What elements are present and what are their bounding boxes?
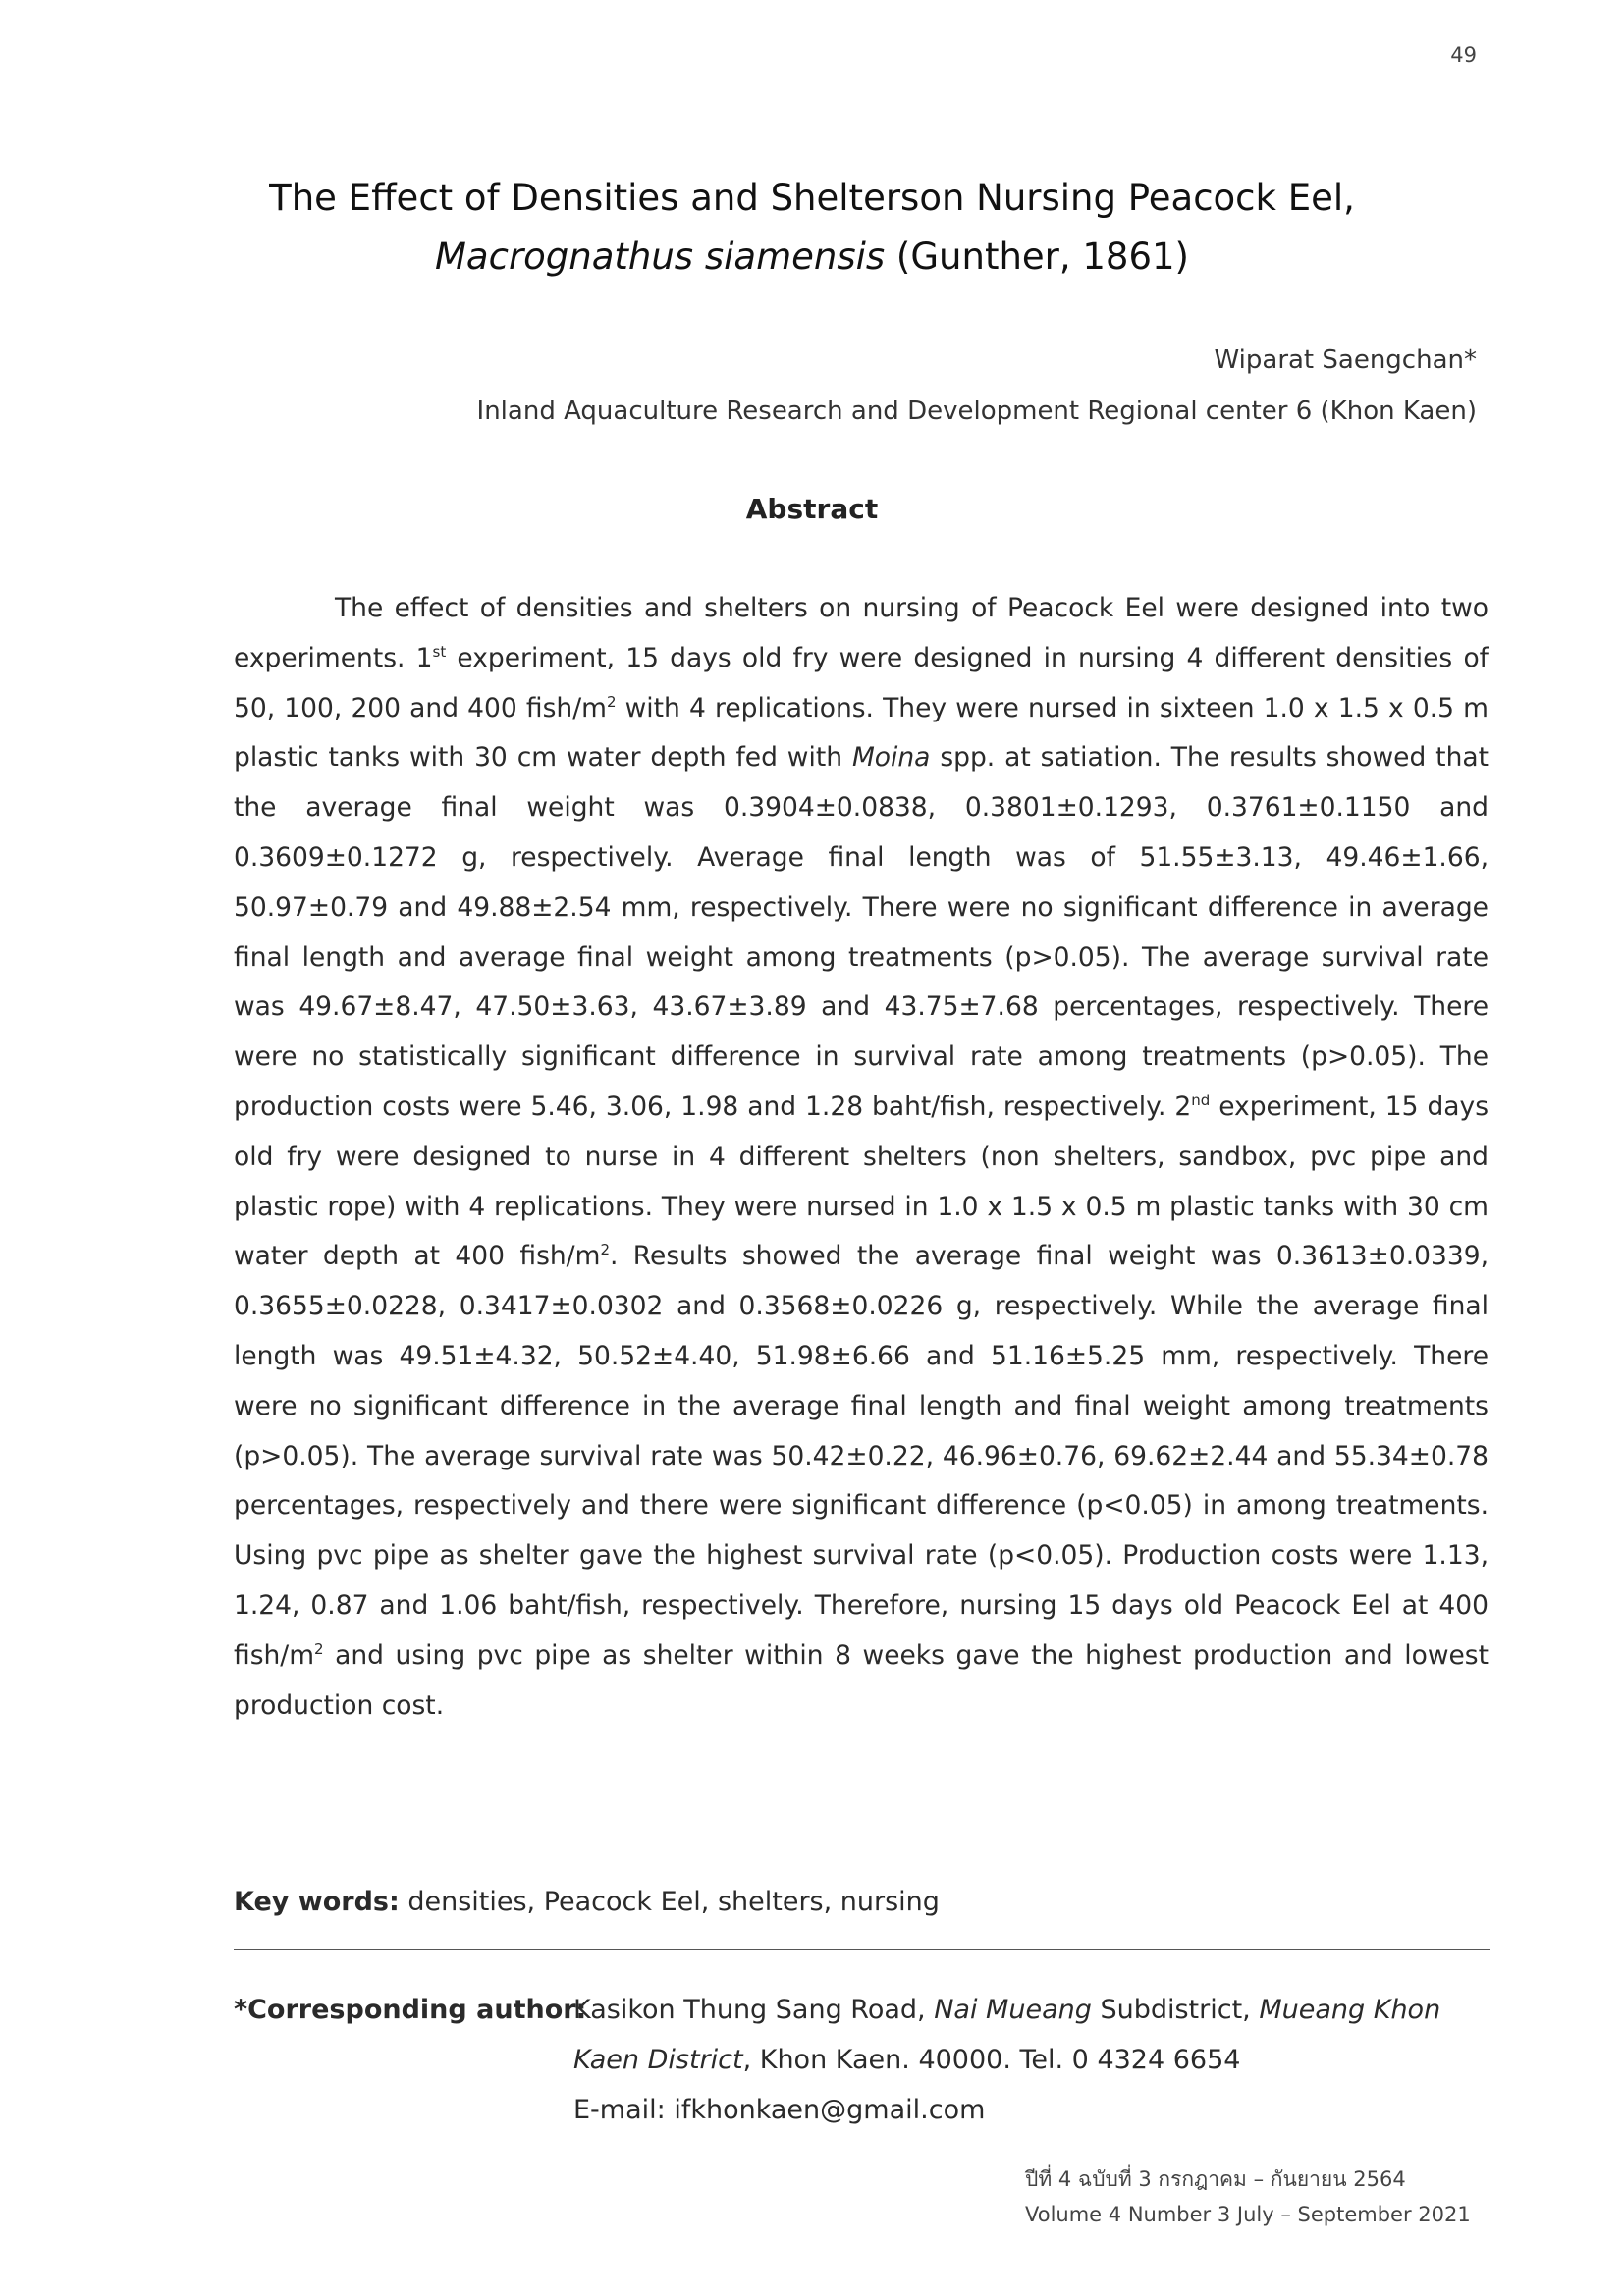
address-part: Kasikon Thung Sang Road, <box>573 1995 935 2025</box>
superscript: nd <box>1191 1092 1211 1110</box>
footer-english: Volume 4 Number 3 July – September 2021 <box>1025 2203 1471 2226</box>
address-district-cont: Kaen District <box>573 2045 743 2075</box>
title-authority: (Gunther, 1861) <box>885 236 1189 278</box>
address-line-1 <box>573 1985 1510 2035</box>
abstract-text <box>234 584 1489 1731</box>
footer-thai: ปีที่ 4 ฉบับที่ 3 กรกฎาคม – กันยายน 2564 <box>1025 2167 1406 2191</box>
abstract-segment: experiment, 15 days old fry were designed in nursing 4 different densities of 50, 100, 200 and 400 fish/m <box>234 642 1489 723</box>
address-part: Subdistrict, <box>1091 1995 1260 2025</box>
author-name: Wiparat Saengchan* <box>1214 346 1477 375</box>
email-line: E-mail: ifkhonkaen@gmail.com <box>573 2095 986 2125</box>
superscript: st <box>432 642 447 661</box>
divider <box>234 1949 1490 1950</box>
page-number: 49 <box>1450 43 1477 67</box>
superscript: 2 <box>600 1241 610 1259</box>
corresponding-address <box>573 1985 1510 2135</box>
abstract-segment: The effect of densities and shelters on nursing of Peacock Eel were designed into two experiments. 1 <box>234 593 1489 673</box>
corresponding-author <box>234 1985 1510 2135</box>
abstract-segment: experiment, 15 days old fry were designed to nurse in 4 different shelters (non shelters, sandbox, pvc pipe and plastic rope) with 4 replications. They were nursed in 1.0 x 1.5 x 0.5 m plastic tanks with 30 cm water depth at 400 fish/m <box>234 1091 1489 1272</box>
paper-title <box>0 169 1624 287</box>
abstract-segment: spp. at satiation. The results showed that the average final weight was 0.3904±0.0838, 0.3801±0.1293, 0.3761±0.1150 and 0.3609±0.1272 g, respectively. Average final length was of 51.55±3.13, 49.46±1.66, 50.97±0.79 and 49.88±2.54 mm, respectively. There were no significant difference in average final length and average final weight among treatments (p>0.05). The average survival rate was 49.67±8.47, 47.50±3.63, 43.67±3.89 and 43.75±7.68 percentages, respectively. There were no statistically significant difference in survival rate among treatments (p>0.05). The production costs were 5.46, 3.06, 1.98 and 1.28 baht/fish, respectively. 2 <box>234 742 1489 1122</box>
species-name: Macrognathus siamensis <box>435 236 886 278</box>
keywords <box>234 1887 1490 1917</box>
abstract-segment: . Results showed the average final weight was 0.3613±0.0339, 0.3655±0.0228, 0.3417±0.0302 and 0.3568±0.0226 g, respectively. While the average final length was 49.51±4.32, 50.52±4.40, 51.98±6.66 and 51.16±5.25 mm, respectively. There were no significant difference in the average final length and final weight among treatments (p>0.05). The average survival rate was 50.42±0.22, 46.96±0.76, 69.62±2.44 and 55.34±0.78 percentages, respectively and there were significant difference (p<0.05) in among treatments. Using pvc pipe as shelter gave the highest survival rate (p<0.05). Production costs were 1.13, 1.24, 0.87 and 1.06 baht/fish, respectively. Therefore, nursing 15 days old Peacock Eel at 400 fish/m <box>234 1241 1489 1671</box>
genus-moina: Moina <box>851 742 931 774</box>
address-district: Mueang Khon <box>1259 1995 1441 2025</box>
title-line-1: The Effect of Densities and Shelterson Nursing Peacock Eel, <box>269 177 1355 219</box>
journal-footer <box>1025 2162 1471 2232</box>
address-subdistrict: Nai Mueang <box>934 1995 1092 2025</box>
keywords-label: Key words: <box>234 1887 400 1917</box>
keywords-value: densities, Peacock Eel, shelters, nursing <box>399 1887 940 1917</box>
corresponding-label: *Corresponding author: <box>234 1995 587 2025</box>
superscript: 2 <box>314 1639 324 1658</box>
title-line-2 <box>0 228 1624 287</box>
author-affiliation: Inland Aquaculture Research and Development Regional center 6 (Khon Kaen) <box>476 397 1477 426</box>
abstract-segment: with 4 replications. They were nursed in sixteen 1.0 x 1.5 x 0.5 m plastic tanks with 30 cm water depth fed with <box>234 692 1489 774</box>
address-part: , Khon Kaen. 40000. Tel. 0 4324 6654 <box>742 2045 1241 2075</box>
abstract-segment: and using pvc pipe as shelter within 8 weeks gave the highest production and lowest production cost. <box>234 1639 1489 1721</box>
address-line-2 <box>573 2035 1510 2085</box>
superscript: 2 <box>606 692 617 711</box>
abstract-heading: Abstract <box>745 493 879 525</box>
